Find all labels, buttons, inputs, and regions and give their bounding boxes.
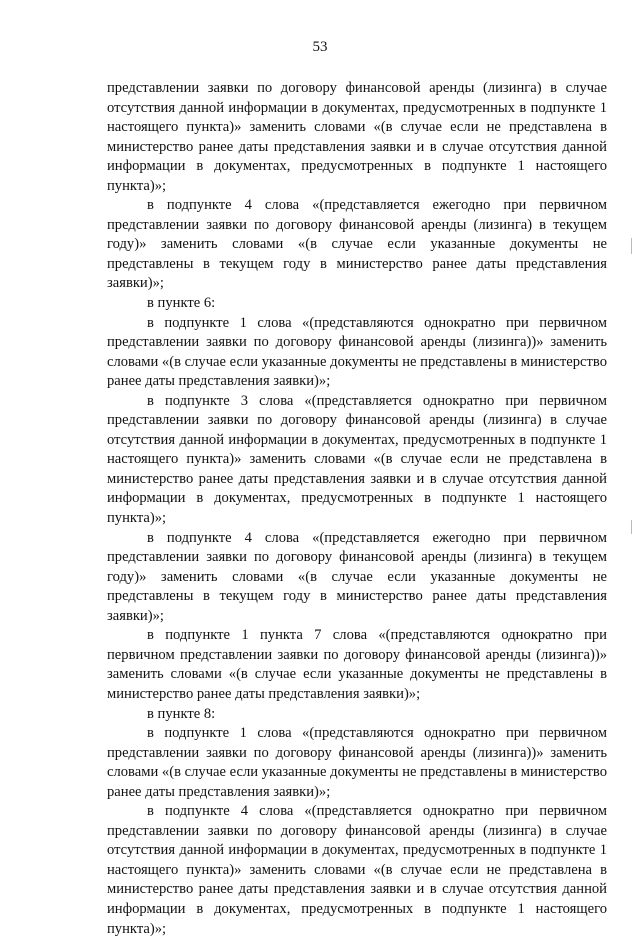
paragraph: в подпункте 4 слова «(представляется ежегодно при первичном представлении заявки по договору финансовой аренды (лизинга) в текущем году)» заменить словами «(в случае если указанные документы не представлены в текущем году в министерство ранее даты представления заявки)»; [107, 529, 607, 624]
paragraph: в подпункте 4 слова «(представляется ежегодно при первичном представлении заявки по договору финансовой аренды (лизинга) в текущем году)» заменить словами «(в случае если указанные документы не представлены в текущем году в министерство ранее даты представления заявки)»; [107, 197, 607, 292]
document-body [107, 79, 607, 939]
paragraph: в подпункте 3 слова «(представляется однократно при первичном представлении заявки по договору финансовой аренды (лизинга) в случае отсутствия данной информации в документах, предусмотренных в подпункте 1 настоящего пункта)» заменить словами «(в случае если не представлена в министерство ранее даты представления заявки и в случае отсутствия данной информации в документах, предусмотренных в подпункте 1 настоящего пункта)»; [107, 392, 607, 527]
paragraph: представлении заявки по договору финансовой аренды (лизинга) в случае отсутствия данной информации в документах, предусмотренных в подпункте 1 настоящего пункта)» заменить словами «(в случае если не представлена в министерство ранее даты представления заявки и в случае отсутствия данной информации в документах, предусмотренных в подпункте 1 настоящего пункта)»; [107, 80, 607, 194]
scan-artifact [631, 238, 632, 254]
paragraph: в пункте 8: [147, 705, 216, 722]
paragraph: в подпункте 4 слова «(представляется однократно при первичном представлении заявки по договору финансовой аренды (лизинга) в случае отсутствия данной информации в документах, предусмотренных в подпункте 1 настоящего пункта)» заменить словами «(в случае если не представлена в министерство ранее даты представления заявки и в случае отсутствия данной информации в документах, предусмотренных в подпункте 1 настоящего пункта)»; [107, 803, 607, 937]
paragraph: в подпункте 1 слова «(представляются однократно при первичном представлении заявки по договору финансовой аренды (лизинга))» заменить словами «(в случае если указанные документы не представлены в министерство ранее даты представления заявки)»; [107, 314, 607, 390]
paragraph: в пункте 6: [147, 295, 216, 312]
page-number: 53 [312, 39, 328, 55]
scan-artifact [631, 520, 632, 534]
paragraph: в подпункте 1 пункта 7 слова «(представляются однократно при первичном представлении заявки по договору финансовой аренды (лизинга))» заменить словами «(в случае если указанные документы не представлены в министерство ранее даты представления заявки)»; [107, 627, 607, 702]
paragraph: в подпункте 1 слова «(представляются однократно при первичном представлении заявки по договору финансовой аренды (лизинга))» заменить словами «(в случае если указанные документы не представлены в министерство ранее даты представления заявки)»; [107, 725, 607, 800]
